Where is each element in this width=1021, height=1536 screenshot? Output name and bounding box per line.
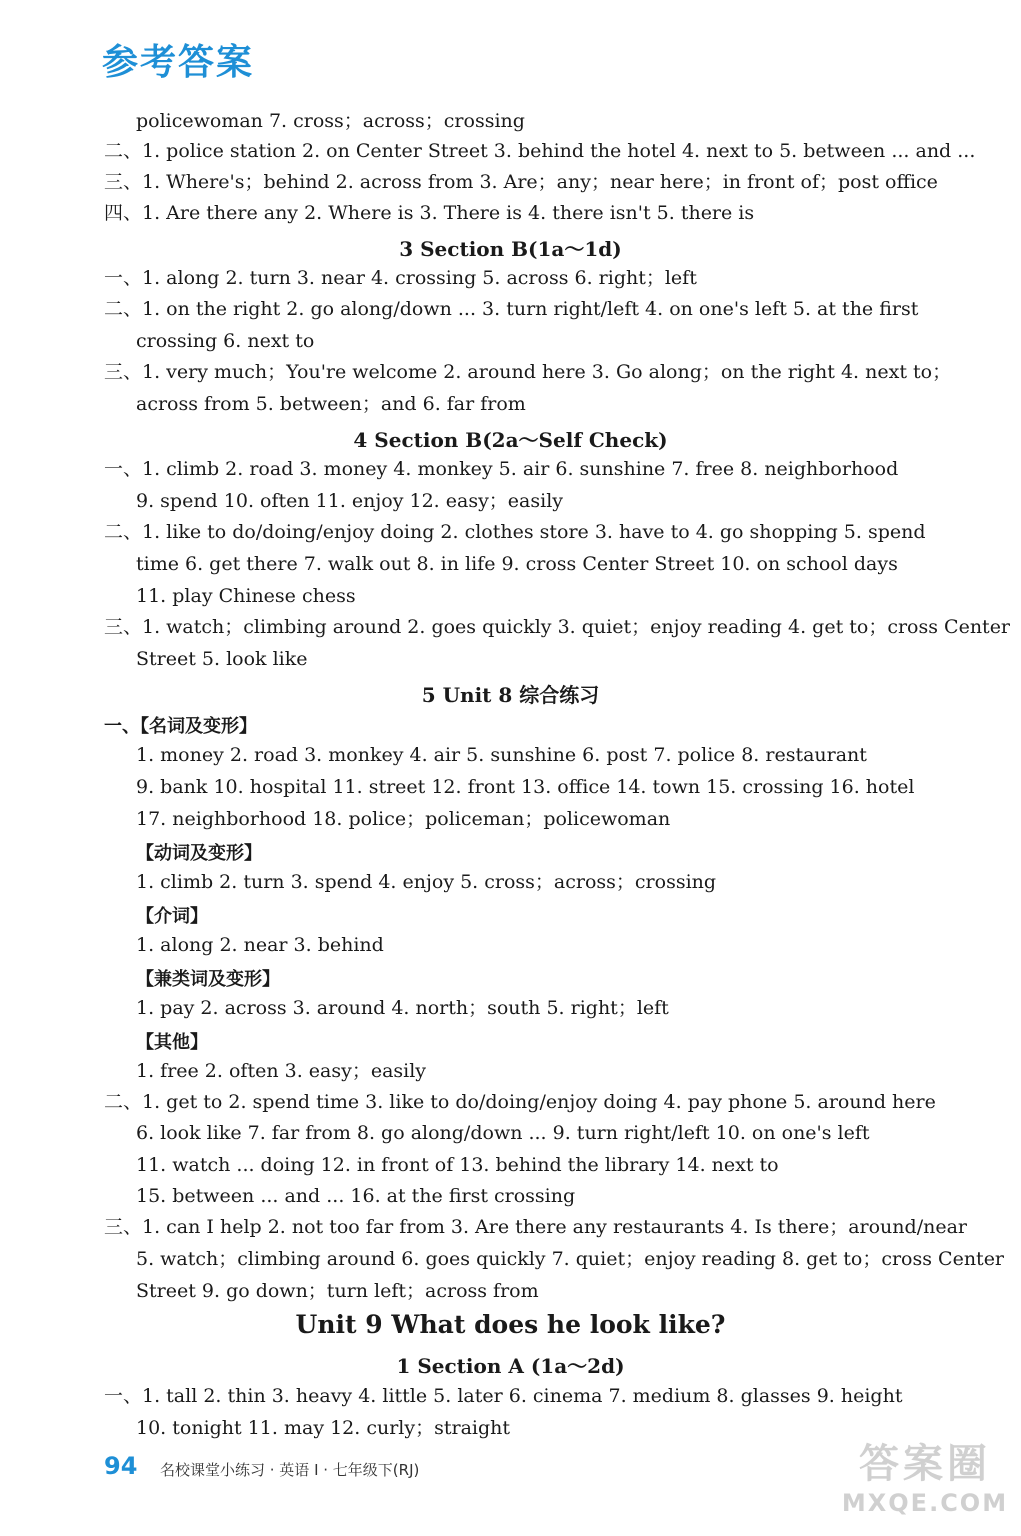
- answer-line: 二、1. on the right 2. go along/down ... 3. turn right/left 4. on one's left 5. at the first: [104, 298, 919, 320]
- answer-line: 6. look like 7. far from 8. go along/down ... 9. turn right/left 10. on one's left: [136, 1122, 870, 1144]
- answer-line: 二、1. police station 2. on Center Street 3. behind the hotel 4. next to 5. between ... and ...: [104, 140, 976, 162]
- answer-line: 二、1. get to 2. spend time 3. like to do/doing/enjoy doing 4. pay phone 5. around here: [104, 1091, 936, 1113]
- watermark-text: 答案圈: [859, 1441, 991, 1487]
- answer-line: across from 5. between；and 6. far from: [136, 393, 526, 415]
- answer-line: 三、1. Where's；behind 2. across from 3. Are；any；near here；in front of；post office: [104, 171, 938, 193]
- section-heading: 5 Unit 8 综合练习: [421, 683, 600, 707]
- category-label: 【其他】: [136, 1032, 208, 1053]
- answer-line: 三、1. watch；climbing around 2. goes quickly 3. quiet；enjoy reading 4. get to；cross Center: [104, 616, 1011, 638]
- answer-line: 10. tonight 11. may 12. curly；straight: [136, 1417, 511, 1439]
- category-label: 一、【名词及变形】: [104, 716, 257, 737]
- answer-line: 15. between ... and ... 16. at the first crossing: [136, 1185, 576, 1207]
- category-label: 【动词及变形】: [136, 843, 262, 864]
- answer-line: crossing 6. next to: [136, 330, 315, 352]
- answer-line: 三、1. very much；You're welcome 2. around here 3. Go along；on the right 4. next to；: [104, 361, 952, 383]
- category-label: 【介词】: [136, 906, 208, 927]
- section-heading: 3 Section B(1a～1d): [399, 237, 622, 261]
- answer-line: 9. spend 10. often 11. enjoy 12. easy；easily: [136, 490, 564, 512]
- answer-line: 1. climb 2. turn 3. spend 4. enjoy 5. cross；across；crossing: [136, 871, 717, 893]
- answer-line: 1. pay 2. across 3. around 4. north；south 5. right；left: [136, 997, 669, 1019]
- page-header-title: 参考答案: [102, 42, 255, 83]
- answer-line: 1. free 2. often 3. easy；easily: [136, 1060, 427, 1082]
- answer-line: 17. neighborhood 18. police；policeman；policewoman: [136, 808, 671, 830]
- answer-line: 一、1. climb 2. road 3. money 4. monkey 5. air 6. sunshine 7. free 8. neighborhood: [104, 458, 899, 480]
- answer-line: 5. watch；climbing around 6. goes quickly 7. quiet；enjoy reading 8. get to；cross Center: [136, 1248, 1005, 1270]
- answer-line: 三、1. can I help 2. not too far from 3. Are there any restaurants 4. Is there；around/near: [104, 1216, 967, 1238]
- answer-line: 9. bank 10. hospital 11. street 12. front 13. office 14. town 15. crossing 16. hotel: [136, 776, 915, 798]
- page-number: 94: [104, 1452, 138, 1480]
- answer-line: 一、1. tall 2. thin 3. heavy 4. little 5. later 6. cinema 7. medium 8. glasses 9. height: [104, 1385, 903, 1407]
- category-label: 【兼类词及变形】: [136, 969, 280, 990]
- watermark-logo: [840, 1440, 1010, 1530]
- watermark-url: MXQE.COM: [841, 1489, 1009, 1517]
- answer-line: 四、1. Are there any 2. Where is 3. There is 4. there isn't 5. there is: [104, 202, 755, 224]
- book-title-footer: 名校课堂小练习 · 英语 Ⅰ · 七年级下(RJ): [160, 1461, 420, 1479]
- section-heading: 1 Section A (1a～2d): [396, 1354, 625, 1378]
- answer-line: Street 9. go down；turn left；across from: [136, 1280, 539, 1302]
- answer-line: 11. play Chinese chess: [136, 585, 356, 607]
- answer-line: 一、1. along 2. turn 3. near 4. crossing 5. across 6. right；left: [104, 267, 697, 289]
- section-heading: 4 Section B(2a～Self Check): [353, 428, 668, 452]
- answer-line: Street 5. look like: [136, 648, 308, 670]
- answer-line: 二、1. like to do/doing/enjoy doing 2. clothes store 3. have to 4. go shopping 5. spend: [104, 521, 926, 543]
- answer-line: policewoman 7. cross；across；crossing: [136, 110, 525, 132]
- answer-line: time 6. get there 7. walk out 8. in life 9. cross Center Street 10. on school days: [136, 553, 898, 575]
- answer-line: 1. along 2. near 3. behind: [136, 934, 384, 956]
- answer-line: 1. money 2. road 3. monkey 4. air 5. sunshine 6. post 7. police 8. restaurant: [136, 744, 867, 766]
- unit-heading: Unit 9 What does he look like?: [295, 1310, 726, 1339]
- answer-line: 11. watch ... doing 12. in front of 13. behind the library 14. next to: [136, 1154, 779, 1176]
